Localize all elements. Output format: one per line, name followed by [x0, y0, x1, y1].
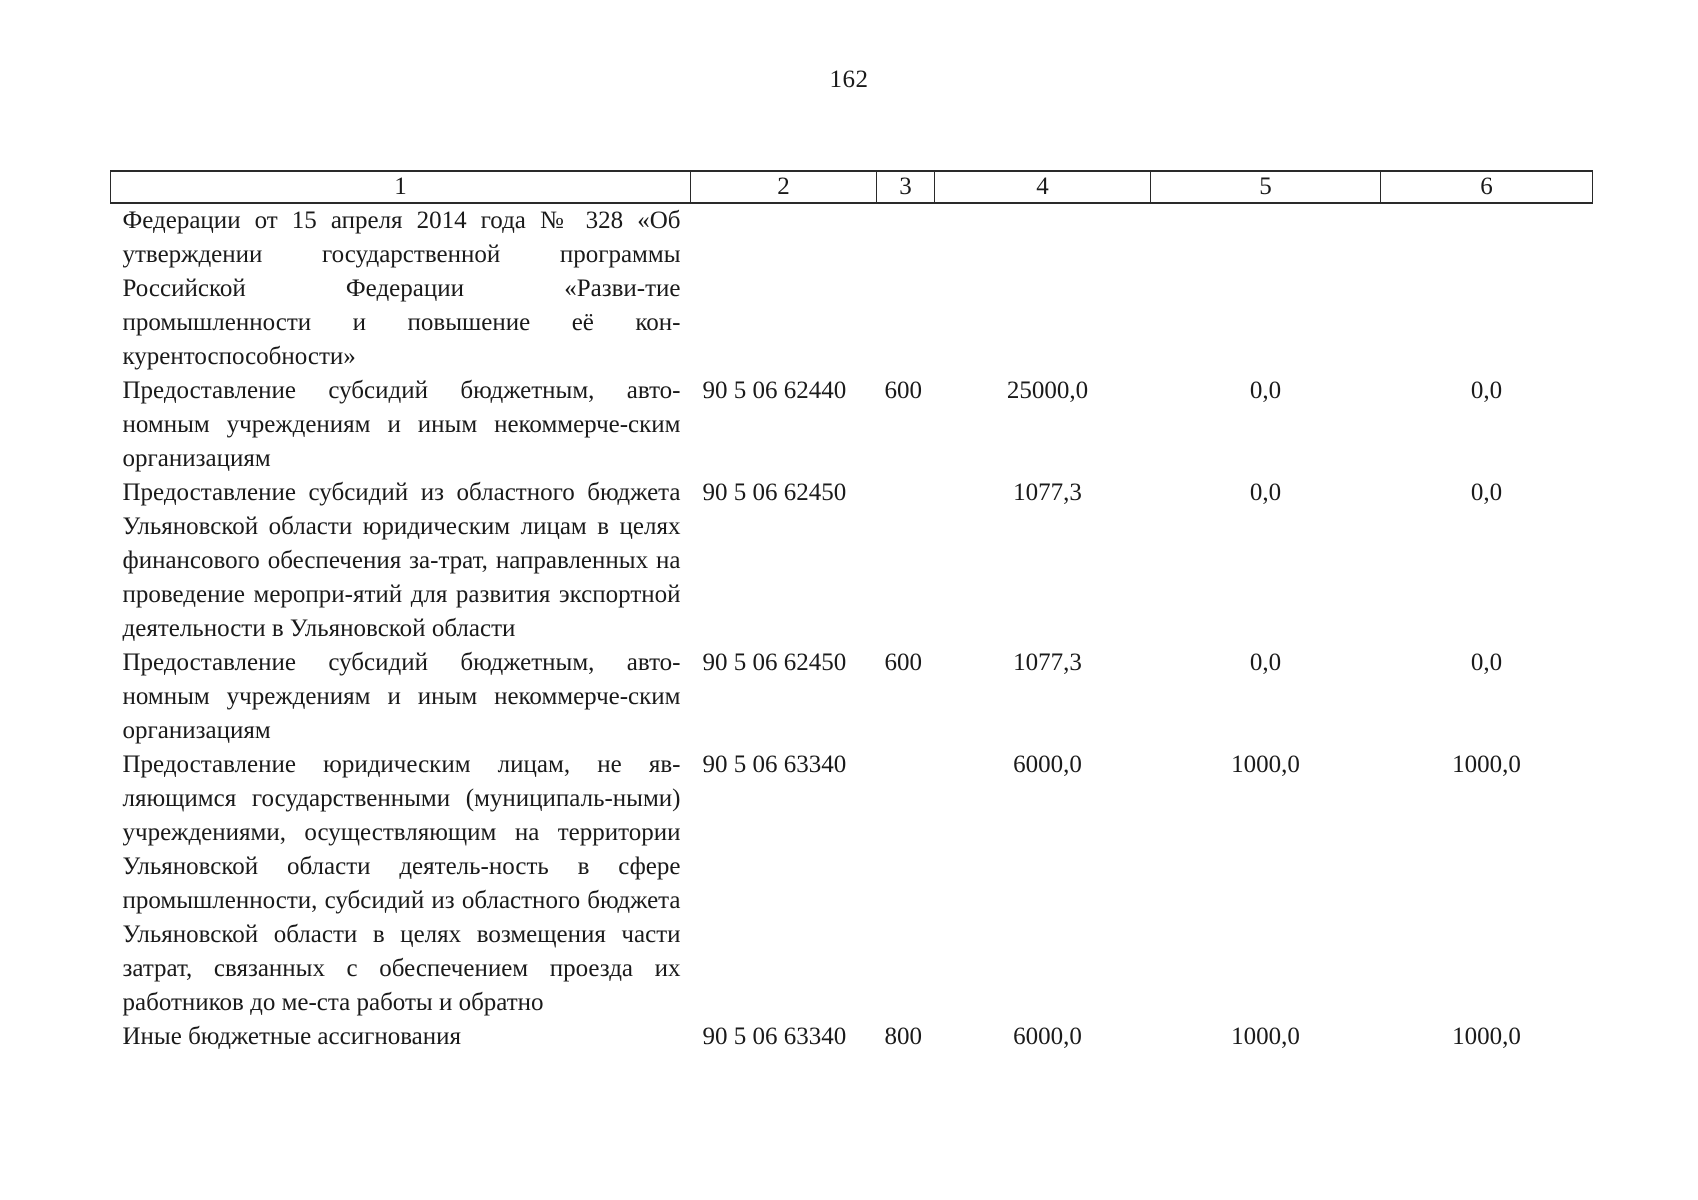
row-code: 90 5 06 63340 — [702, 751, 847, 778]
row-code — [691, 203, 877, 374]
column-header-3: 3 — [877, 171, 935, 203]
row-col5 — [1151, 203, 1381, 374]
column-header-2: 2 — [691, 171, 877, 203]
row-col6: 0,0 — [1470, 377, 1503, 404]
table-row — [111, 748, 1593, 1020]
row-col4: 1077,3 — [1013, 649, 1082, 676]
row-col5: 0,0 — [1249, 479, 1282, 506]
row-col4 — [935, 203, 1151, 374]
table-row — [111, 476, 1593, 646]
column-header-5: 5 — [1151, 171, 1381, 203]
header-row — [111, 171, 1593, 203]
row-description: Предоставление юридическим лицам, не яв-ляющимся государственными (муниципаль-ными) учреждениями, осуществляющим на территории Ульяновской области деятель-ность в сфере промышленности, субсидий из областного бюджета Ульяновской области в целях возмещения части затрат, связанных с обеспечением проезда их работников до ме-ста работы и обратно — [122, 751, 681, 1016]
table-header — [111, 171, 1593, 203]
table-row — [111, 1020, 1593, 1054]
row-col4: 25000,0 — [1006, 377, 1089, 404]
row-type: 600 — [884, 377, 922, 404]
row-col6: 0,0 — [1470, 649, 1503, 676]
row-code: 90 5 06 62440 — [702, 377, 847, 404]
row-code: 90 5 06 63340 — [702, 1023, 847, 1050]
row-col6: 1000,0 — [1452, 1023, 1521, 1050]
row-description: Федерации от 15 апреля 2014 года № 328 «Об утверждении государственной программы Российской Федерации «Разви-тие промышленности и повышение её кон-курентоспособности» — [122, 207, 681, 370]
row-code: 90 5 06 62450 — [702, 479, 847, 506]
row-type — [877, 748, 935, 1020]
row-col5: 1000,0 — [1231, 1023, 1300, 1050]
column-header-4: 4 — [935, 171, 1151, 203]
row-type — [877, 476, 935, 646]
row-description: Предоставление субсидий бюджетным, авто-номным учреждениям и иным некоммерче-ским организациям — [122, 377, 681, 472]
budget-table — [110, 170, 1593, 1054]
row-description: Предоставление субсидий бюджетным, авто-номным учреждениям и иным некоммерче-ским организациям — [122, 649, 681, 744]
row-description: Предоставление субсидий из областного бюджета Ульяновской области юридическим лицам в целях финансового обеспечения за-трат, направленных на проведение меропри-ятий для развития экспортной деятельности в Ульяновской области — [122, 479, 681, 642]
row-type: 800 — [884, 1023, 922, 1050]
table-row — [111, 374, 1593, 476]
row-col6: 0,0 — [1470, 479, 1503, 506]
column-header-1: 1 — [111, 171, 691, 203]
row-type: 600 — [884, 649, 922, 676]
row-type — [877, 203, 935, 374]
page-number: 162 — [829, 66, 869, 93]
row-description: Иные бюджетные ассигнования — [122, 1023, 462, 1050]
column-header-6: 6 — [1381, 171, 1593, 203]
row-col6: 1000,0 — [1452, 751, 1521, 778]
row-col5: 0,0 — [1249, 649, 1282, 676]
table-row — [111, 203, 1593, 374]
table-row — [111, 646, 1593, 748]
row-code: 90 5 06 62450 — [702, 649, 847, 676]
row-col5: 1000,0 — [1231, 751, 1300, 778]
row-col6 — [1381, 203, 1593, 374]
row-col4: 6000,0 — [1013, 751, 1082, 778]
row-col4: 1077,3 — [1013, 479, 1082, 506]
row-col4: 6000,0 — [1013, 1023, 1082, 1050]
table-body — [111, 203, 1593, 1054]
row-col5: 0,0 — [1249, 377, 1282, 404]
